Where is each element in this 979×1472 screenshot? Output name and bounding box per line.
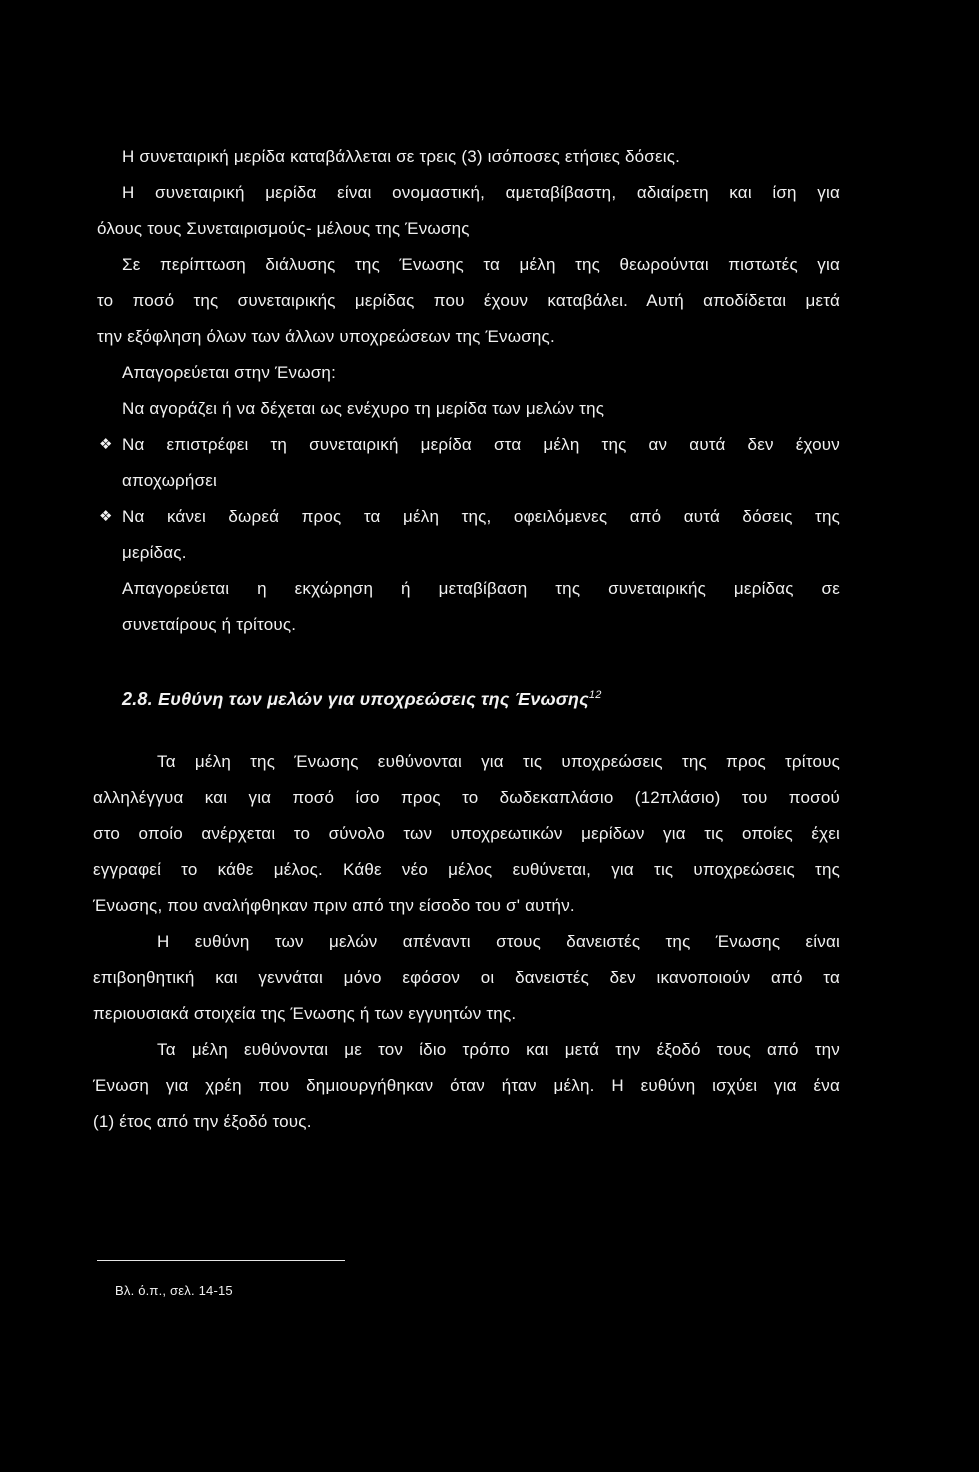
diamond-bullet-icon: ❖ <box>99 436 113 453</box>
bullet-item-line: Να επιστρέφει τη συνεταιρική μερίδα στα μέλη της αν αυτά δεν έχουν <box>122 435 840 454</box>
paragraph-line: εγγραφεί το κάθε μέλος. Κάθε νέο μέλος ευθύνεται, για τις υποχρεώσεις της <box>93 860 840 879</box>
paragraph-line: το ποσό της συνεταιρικής μερίδας που έχουν καταβάλει. Αυτή αποδίδεται μετά <box>97 291 840 310</box>
paragraph-line: Απαγορεύεται στην Ένωση: <box>122 363 336 382</box>
paragraph-line: αλληλέγγυα και για ποσό ίσο προς το δωδεκαπλάσιο (12πλάσιο) του ποσού <box>93 788 840 807</box>
section-heading-text: 2.8. Ευθύνη των μελών για υποχρεώσεις της Ένωσης <box>122 689 589 709</box>
paragraph-line: την εξόφληση όλων των άλλων υποχρεώσεων της Ένωσης. <box>97 327 555 346</box>
bullet-item-line: αποχωρήσει <box>122 471 218 490</box>
paragraph-line: Ένωση για χρέη που δημιουργήθηκαν όταν ήταν μέλη. Η ευθύνη ισχύει για ένα <box>93 1076 840 1095</box>
section-heading <box>122 684 602 710</box>
bullet-item-line: Να κάνει δωρεά προς τα μέλη της, οφειλόμενες από αυτά δόσεις της <box>122 507 840 526</box>
paragraph-line: στο οποίο ανέρχεται το σύνολο των υποχρεωτικών μερίδων για τις οποίες έχει <box>93 824 840 843</box>
paragraph-line: Ένωσης, που αναλήφθηκαν πριν από την είσοδο του σ' αυτήν. <box>93 896 575 915</box>
paragraph-line: Σε περίπτωση διάλυσης της Ένωσης τα μέλη της θεωρούνται πιστωτές για <box>122 255 840 274</box>
bullet-item-line: μερίδας. <box>122 543 187 562</box>
paragraph-line: Η συνεταιρική μερίδα είναι ονομαστική, αμεταβίβαστη, αδιαίρετη και ίση για <box>122 183 840 202</box>
paragraph-line: Η συνεταιρική μερίδα καταβάλλεται σε τρεις (3) ισόποσες ετήσιες δόσεις. <box>122 147 681 166</box>
paragraph-line: όλους τους Συνεταιρισμούς- μέλους της Ένωσης <box>97 219 470 238</box>
diamond-bullet-icon: ❖ <box>99 508 113 525</box>
paragraph-line: Τα μέλη της Ένωσης ευθύνονται για τις υποχρεώσεις της προς τρίτους <box>157 752 840 771</box>
footnote-marker: 12 <box>588 689 602 701</box>
paragraph-line: συνεταίρους ή τρίτους. <box>122 615 297 634</box>
paragraph-line: Απαγορεύεται η εκχώρηση ή μεταβίβαση της συνεταιρικής μερίδας σε <box>122 579 840 598</box>
paragraph-line: Να αγοράζει ή να δέχεται ως ενέχυρο τη μερίδα των μελών της <box>122 399 605 418</box>
paragraph-line: επιβοηθητική και γεννάται μόνο εφόσον οι δανειστές δεν ικανοποιούν από τα <box>93 968 840 987</box>
paragraph-line: Η ευθύνη των μελών απέναντι στους δανειστές της Ένωσης είναι <box>157 932 840 951</box>
paragraph-line: περιουσιακά στοιχεία της Ένωσης ή των εγγυητών της. <box>93 1004 517 1023</box>
paragraph-line: (1) έτος από την έξοδό τους. <box>93 1112 312 1131</box>
footnote-text: Βλ. ό.π., σελ. 14-15 <box>115 1283 233 1298</box>
paragraph-line: Τα μέλη ευθύνονται με τον ίδιο τρόπο και μετά την έξοδό τους από την <box>157 1040 840 1059</box>
footnote-divider <box>97 1260 345 1261</box>
